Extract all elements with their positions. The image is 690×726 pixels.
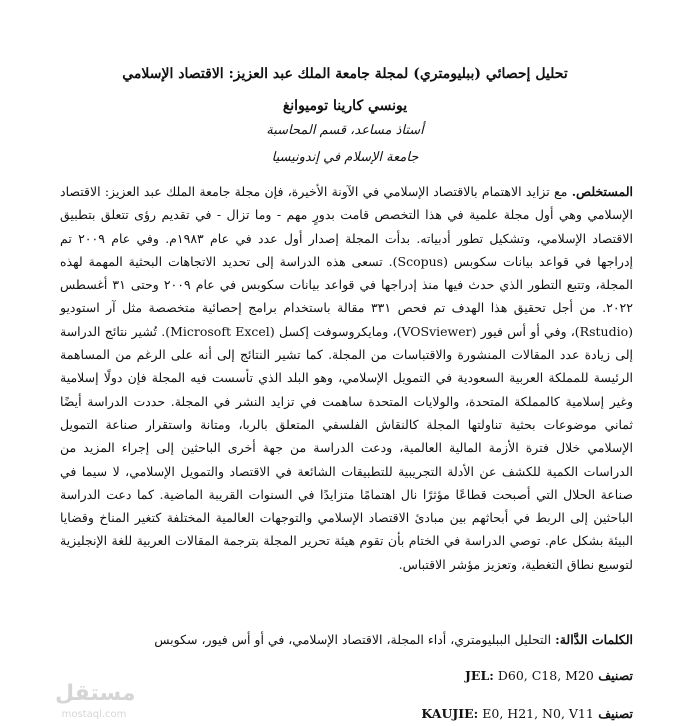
watermark-logo-text: مستقل [55, 681, 136, 706]
jel-codes: D60, C18, M20 [497, 668, 594, 683]
abstract-label: المستخلص. [571, 184, 633, 199]
abstract [60, 180, 633, 576]
kaujie-label: تصنيف KAUJIE: [421, 706, 633, 721]
kaujie-classification [421, 704, 633, 724]
paper-title: تحليل إحصائي (ببليومتري) لمجلة جامعة الملك عبد العزيز: الاقتصاد الإسلامي [122, 66, 568, 82]
kaujie-codes: E0, H21, N0, V11 [482, 706, 594, 721]
mostaql-watermark [55, 680, 136, 726]
watermark-domain: mostaql.com [61, 709, 127, 720]
author-role: أستاذ مساعد، قسم المحاسبة [266, 123, 424, 138]
keywords-text: التحليل الببليومتري، أداء المجلة، الاقتصاد الإسلامي، في أو أس فيور، سكوبس [154, 632, 552, 647]
jel-classification [465, 666, 633, 686]
keywords [60, 629, 633, 651]
abstract-text: مع تزايد الاهتمام بالاقتصاد الإسلامي في الآونة الأخيرة، فإن مجلة جامعة الملك عبد العزيز: الاقتصاد الإسلامي وهي أول مجلة علمية في هذا التخصص قامت بدورٍ مهم - وما تزال - في تقديم رؤى تتعلق بتطبيق الاقتصاد الإسلامي، وتشكيل تطور أدبياته. بدأت المجلة إصدار أول عدد في عام ١٩٨٣م. وفي عام ٢٠٠٩ تم إدراجها في قواعد بيانات سكوبس (Scopus). تسعى هذه الدراسة إلى تحديد الاتجاهات البحثية المهمة لهذه المجلة، وتتبع التطور الذي حدث فيها منذ إدراجها في قواعد بيانات سكوبس في عام ٢٠٠٩ وحتى ٣١ أغسطس ٢٠٢٢. من أجل تحقيق هذا الهدف تم فحص ٣٣١ مقالة باستخدام برامج إحصائية متخصصة مثل آر استوديو (Rstudio)، وفي أو أس فيور (VOSviewer)، ومايكروسوفت إكسل (Microsoft Excel). تُشير نتائج الدراسة إلى زيادة عدد المقالات المنشورة والاقتباسات من المجلة. كما تشير النتائج إلى أنه على الرغم من المساهمة الرئيسة للمملكة العربية السعودية في التمويل الإسلامي، وهو البلد الذي تأسست فيه المجلة فإن دولًا إسلامية وغير إسلامية كالمملكة المتحدة، والولايات المتحدة ساهمت في تزايد النشر في المجلة. حددت الدراسة أيضًا ثماني موضوعات بحثية تناولتها المجلة كالنقاش الفلسفي المتعلق بالربا، ومتانة واستقرار صناعة التمويل الإسلامي خلال فترة الأزمة المالية العالمية، ودعت الدراسة من جهة أخرى الباحثين إلى إجراء المزيد من الدراسات الكمية للكشف عن الأدلة التجريبية للتطبيقات الشائعة في الاقتصاد والتمويل الإسلامي، لا سيما في صناعة الحلال التي أصبحت قطاعًا مؤثرًا نال اهتمامًا متزايدًا في السنوات القريبة الماضية. كما دعت الدراسة الباحثين إلى الربط في أبحاثهم بين مبادئ الاقتصاد الإسلامي والتوجهات العالمية المختلفة كتغير المناخ وقضايا البيئة بشكل عام. توصي الدراسة في الختام بأن تقوم هيئة تحرير المجلة بترجمة المقالات العربية للغة الإنجليزية لتوسيع نطاق التغطية، وتعزيز مؤشر الاقتباس. [60, 184, 634, 572]
keywords-label: الكلمات الدَّالة: [555, 632, 633, 647]
author-affiliation: جامعة الإسلام في إندونيسيا [271, 150, 419, 165]
author-name: يونسي كارينا توميوانغ [282, 98, 408, 114]
jel-label: تصنيف JEL: [465, 668, 633, 683]
